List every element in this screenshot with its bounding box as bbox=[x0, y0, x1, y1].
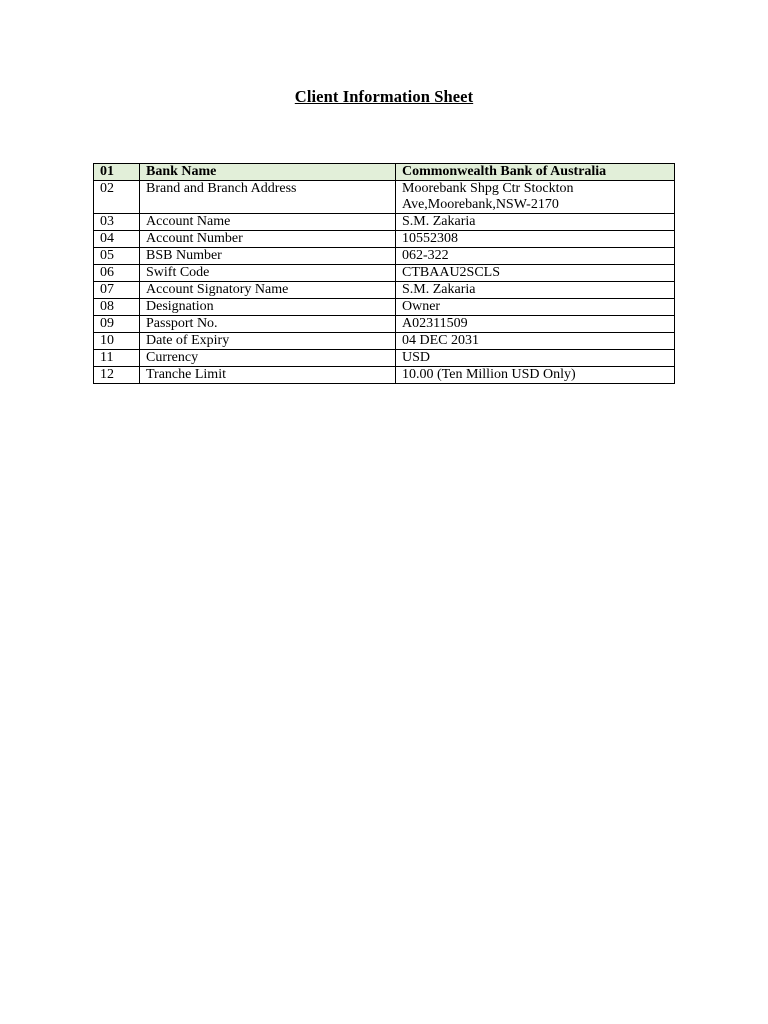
table-header-row bbox=[94, 164, 675, 181]
field-label: Account Number bbox=[140, 231, 396, 248]
field-value: S.M. Zakaria bbox=[396, 214, 675, 231]
field-value: Commonwealth Bank of Australia bbox=[396, 164, 675, 181]
field-value: CTBAAU2SCLS bbox=[396, 265, 675, 282]
row-number: 01 bbox=[94, 164, 140, 181]
row-number: 06 bbox=[94, 265, 140, 282]
client-info-table bbox=[93, 163, 675, 384]
table-row bbox=[94, 316, 675, 333]
table-row bbox=[94, 282, 675, 299]
row-number: 08 bbox=[94, 299, 140, 316]
field-value bbox=[396, 181, 675, 214]
field-label: Designation bbox=[140, 299, 396, 316]
row-number: 10 bbox=[94, 333, 140, 350]
field-value: S.M. Zakaria bbox=[396, 282, 675, 299]
address-line-1: Moorebank Shpg Ctr Stockton bbox=[402, 181, 574, 196]
table-row bbox=[94, 214, 675, 231]
table-row bbox=[94, 248, 675, 265]
row-number: 05 bbox=[94, 248, 140, 265]
field-label: Account Signatory Name bbox=[140, 282, 396, 299]
field-label: Account Name bbox=[140, 214, 396, 231]
field-label: Tranche Limit bbox=[140, 367, 396, 384]
table-row bbox=[94, 333, 675, 350]
table-row bbox=[94, 350, 675, 367]
field-value: 062-322 bbox=[396, 248, 675, 265]
field-label: Brand and Branch Address bbox=[140, 181, 396, 214]
field-value: USD bbox=[396, 350, 675, 367]
field-label: Date of Expiry bbox=[140, 333, 396, 350]
row-number: 07 bbox=[94, 282, 140, 299]
table-row bbox=[94, 367, 675, 384]
row-number: 11 bbox=[94, 350, 140, 367]
row-number: 02 bbox=[94, 181, 140, 214]
field-label: BSB Number bbox=[140, 248, 396, 265]
row-number: 03 bbox=[94, 214, 140, 231]
field-label: Currency bbox=[140, 350, 396, 367]
field-value: A02311509 bbox=[396, 316, 675, 333]
field-value: 10552308 bbox=[396, 231, 675, 248]
field-label: Bank Name bbox=[140, 164, 396, 181]
page-title: Client Information Sheet bbox=[294, 87, 474, 106]
table-row bbox=[94, 265, 675, 282]
field-value: Owner bbox=[396, 299, 675, 316]
row-number: 04 bbox=[94, 231, 140, 248]
field-value: 10.00 (Ten Million USD Only) bbox=[396, 367, 675, 384]
table-row bbox=[94, 231, 675, 248]
row-number: 09 bbox=[94, 316, 140, 333]
table-row bbox=[94, 181, 675, 214]
row-number: 12 bbox=[94, 367, 140, 384]
address-line-2: Ave,Moorebank,NSW-2170 bbox=[402, 197, 559, 212]
field-value: 04 DEC 2031 bbox=[396, 333, 675, 350]
table-row bbox=[94, 299, 675, 316]
field-label: Passport No. bbox=[140, 316, 396, 333]
field-label: Swift Code bbox=[140, 265, 396, 282]
